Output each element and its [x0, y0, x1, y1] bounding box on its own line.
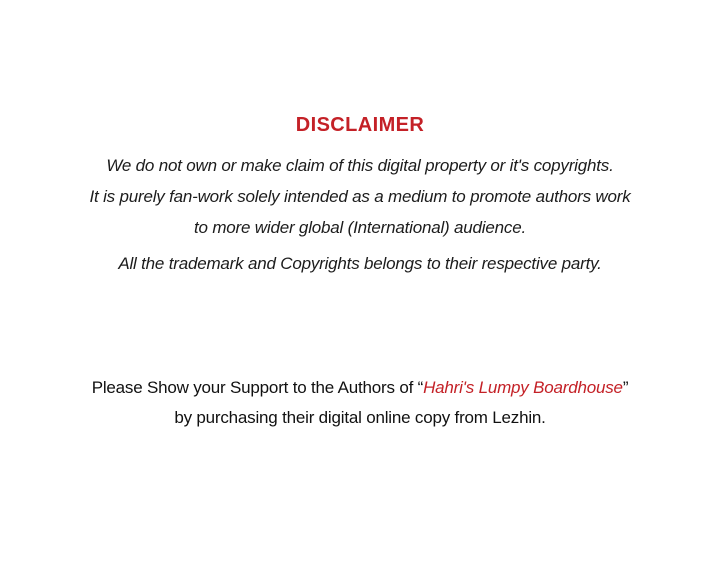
disclaimer-body-line-3: to more wider global (International) audience.	[194, 218, 526, 237]
work-title: Hahri's Lumpy Boardhouse	[423, 378, 623, 397]
trademark-notice: All the trademark and Copyrights belongs to their respective party.	[118, 254, 602, 273]
support-message-prefix: Please Show your Support to the Authors of “	[91, 378, 424, 397]
support-message	[0, 378, 720, 398]
disclaimer-body-line-1: We do not own or make claim of this digital property or it's copyrights.	[106, 156, 614, 175]
purchase-message: by purchasing their digital online copy from Lezhin.	[174, 408, 546, 427]
support-message-suffix: ”	[622, 378, 629, 397]
disclaimer-body-line-2: It is purely fan-work solely intended as a medium to promote authors work	[89, 187, 631, 206]
disclaimer-heading: DISCLAIMER	[295, 114, 425, 136]
